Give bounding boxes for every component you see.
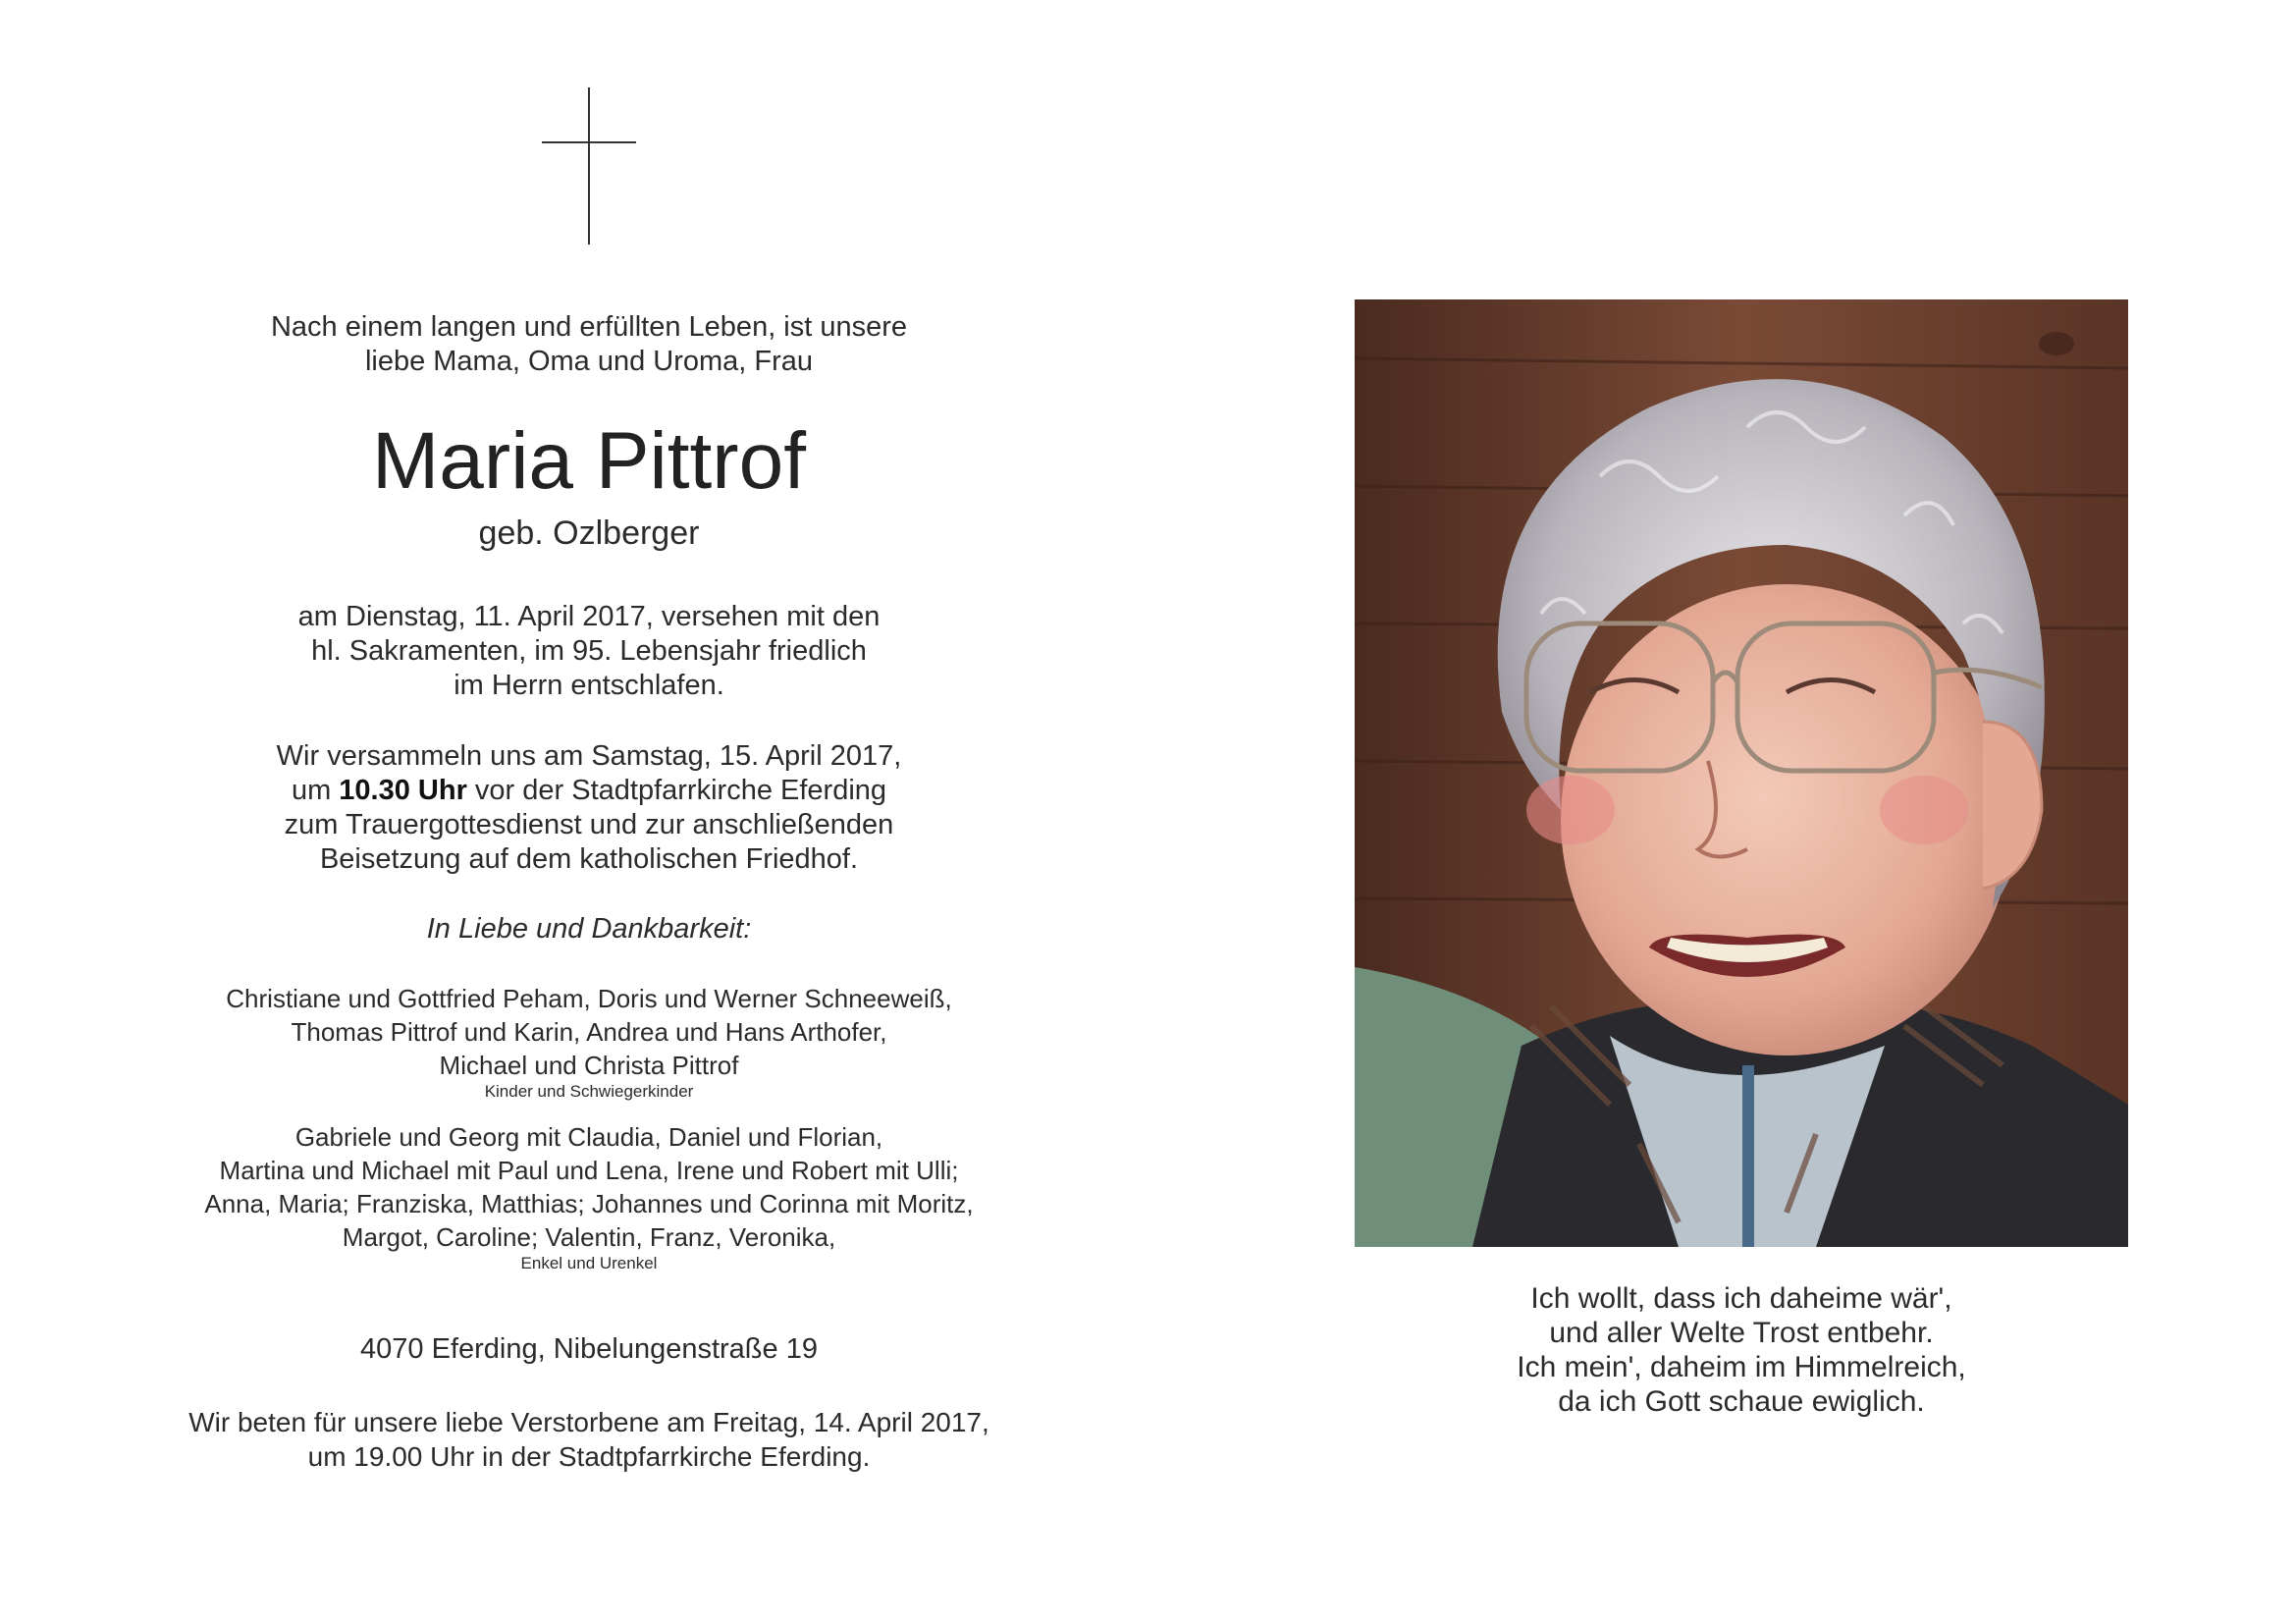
- service-line: Wir versammeln uns am Samstag, 15. April 2017,: [276, 740, 902, 772]
- death-notice-line: am Dienstag, 11. April 2017, versehen mit den: [297, 601, 881, 632]
- thanks-heading: In Liebe und Dankbarkeit:: [426, 913, 752, 945]
- cross-icon: [540, 87, 638, 244]
- service-info: [147, 739, 1031, 877]
- grandchildren-line: Martina und Michael mit Paul und Lena, Irene und Robert mit Ulli;: [219, 1156, 959, 1185]
- children-line: Thomas Pittrof und Karin, Andrea und Hans Arthofer,: [291, 1017, 887, 1047]
- grandchildren-line: Margot, Caroline; Valentin, Franz, Veronika,: [342, 1222, 836, 1252]
- death-notice-line: im Herrn entschlafen.: [454, 670, 724, 701]
- children-line: Christiane und Gottfried Peham, Doris und Werner Schneeweiß,: [226, 984, 952, 1013]
- death-notice: [147, 600, 1031, 703]
- deceased-name: Maria Pittrof: [372, 416, 806, 506]
- service-line2-prefix: um: [291, 775, 340, 806]
- address: 4070 Eferding, Nibelungenstraße 19: [360, 1333, 818, 1365]
- birth-name: geb. Ozlberger: [478, 514, 700, 552]
- service-line: Beisetzung auf dem katholischen Friedhof.: [319, 843, 859, 875]
- poem-line: und aller Welte Trost entbehr.: [1549, 1317, 1934, 1349]
- service-line: zum Trauergottesdienst und zur anschließenden: [284, 809, 894, 840]
- intro-text: [147, 310, 1031, 379]
- prayer-notice: [147, 1405, 1031, 1474]
- grandchildren-line: Gabriele und Georg mit Claudia, Daniel und Florian,: [294, 1122, 883, 1152]
- portrait-photo: [1355, 299, 2128, 1247]
- intro-line: liebe Mama, Oma und Uroma, Frau: [364, 346, 814, 377]
- service-time: 10.30 Uhr: [339, 775, 467, 806]
- cross-horizontal-bar: [542, 141, 636, 143]
- poem-line: Ich wollt, dass ich daheime wär',: [1530, 1282, 1952, 1315]
- cross-vertical-bar: [588, 87, 590, 244]
- poem-line: da ich Gott schaue ewiglich.: [1558, 1385, 1925, 1418]
- poem: [1355, 1281, 2128, 1419]
- children-list: [147, 982, 1031, 1102]
- service-line: [147, 774, 1031, 808]
- grandchildren-caption: Enkel und Urenkel: [520, 1254, 658, 1272]
- grandchildren-list: [147, 1120, 1031, 1273]
- grandchildren-line: Anna, Maria; Franziska, Matthias; Johannes und Corinna mit Moritz,: [204, 1189, 974, 1218]
- prayer-line: Wir beten für unsere liebe Verstorbene am Freitag, 14. April 2017,: [188, 1407, 989, 1437]
- children-line: Michael und Christa Pittrof: [439, 1051, 739, 1080]
- service-line2-suffix: vor der Stadtpfarrkirche Eferding: [466, 775, 887, 806]
- death-notice-line: hl. Sakramenten, im 95. Lebensjahr friedlich: [311, 635, 867, 667]
- intro-line: Nach einem langen und erfüllten Leben, ist unsere: [270, 311, 908, 343]
- children-caption: Kinder und Schwiegerkinder: [484, 1082, 694, 1101]
- prayer-line: um 19.00 Uhr in der Stadtpfarrkirche Eferding.: [307, 1441, 871, 1472]
- poem-line: Ich mein', daheim im Himmelreich,: [1517, 1351, 1966, 1383]
